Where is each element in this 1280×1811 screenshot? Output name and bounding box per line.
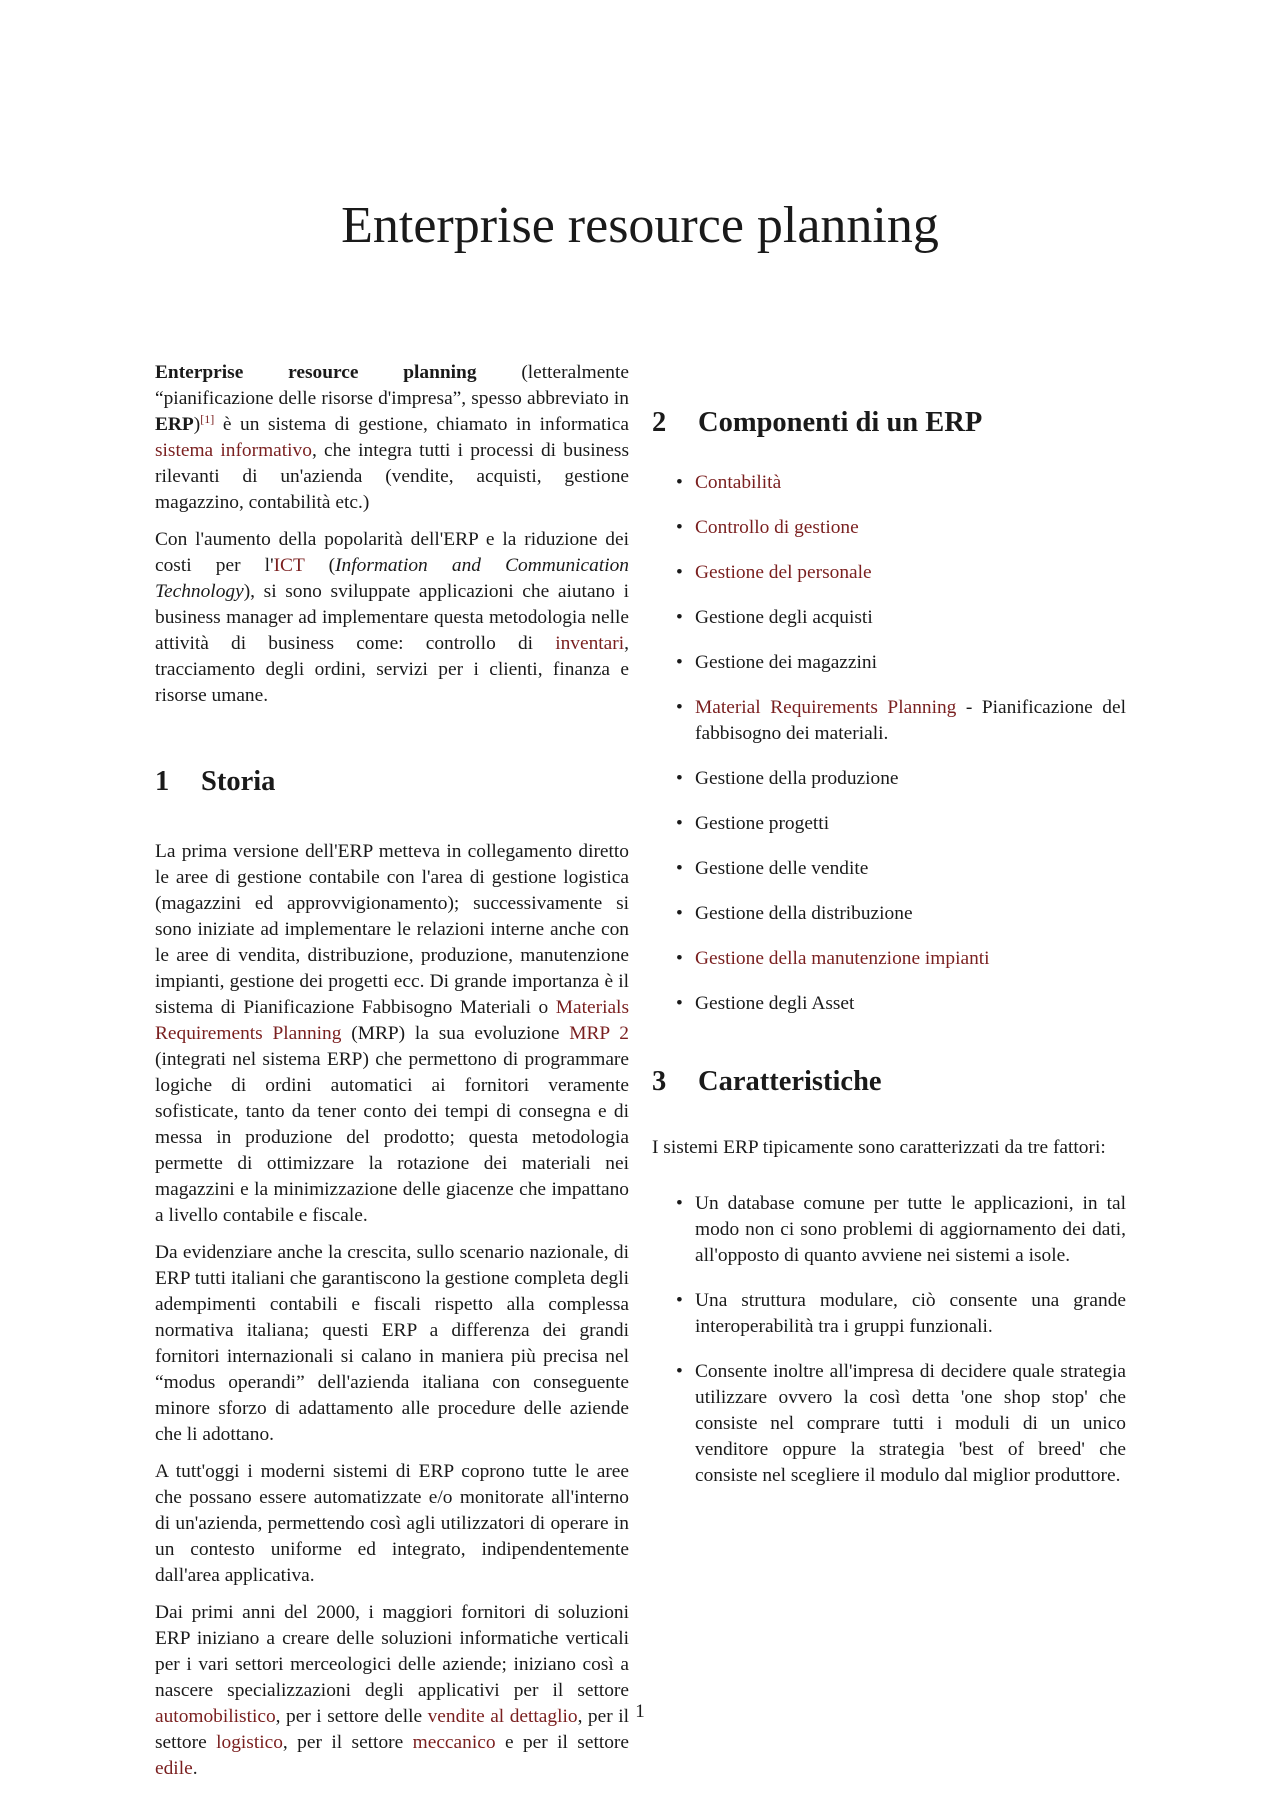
list-item-link[interactable]: Material Requirements Planning [695,697,957,718]
list-item [652,856,1126,882]
intro-paragraph-1: Enterprise resource planning (letteralmente “pianificazione delle risorse d'impresa”, spesso abbreviato in ERP)[1] è un sistema di gestione, chiamato in informatica sistema informativo, che integra tutti i processi di business rilevanti di un'azienda (vendite, acquisti, gestione magazzino, contabilità etc.) [155,362,630,513]
left-column [155,360,629,1793]
list-item [652,766,1126,792]
storia-paragraph-1: La prima versione dell'ERP metteva in collegamento diretto le aree di gestione contabile con l'area di gestione logistica (magazzini ed approvvigionamento); successivamente si sono iniziate ad implementare le relazioni interne anche con le aree di vendita, distribuzione, produzione, manutenzione impianti, gestione dei progetti ecc. Di grande importanza è il sistema di Pianificazione Fabbisogno Materiali o Materials Requirements Planning (MRP) la sua evoluzione MRP 2 (integrati nel sistema ERP) che permettono di programmare logiche di ordini automatici ai fornitori veramente sofisticate, tanto da tener conto dei tempi di consegna e di messa in produzione del prodotto; questa metodologia permette di ottimizzare la rotazione dei materiali nei magazzini e la minimizzazione delle giacenze che impattano a livello contabile e fiscale. [155,841,629,1226]
list-item [652,515,1126,541]
link-logistico[interactable]: logistico [216,1732,283,1753]
link-inventari[interactable]: inventari [555,633,625,654]
list-item-link[interactable]: Controllo di gestione [695,517,859,538]
list-item: • Consente inoltre all'impresa di decidere quale strategia utilizzare ovvero la così detta 'one shop stop' che consiste nel comprare tutti i moduli di un unico venditore oppure la strategia 'best of breed' che consiste nel scegliere il modulo dal miglior produttore. [652,1359,1126,1489]
list-item [652,946,1126,972]
link-materials-requirements-planning[interactable]: Materials Requirements Planning [155,997,629,1044]
link-ict[interactable]: ICT [273,555,305,576]
list-item: • Un database comune per tutte le applicazioni, in tal modo non ci sono problemi di aggiornamento dei dati, all'opposto di quanto avviene nei sistemi a isole. [652,1191,1126,1269]
list-item [652,901,1126,927]
list-item-link[interactable]: Contabilità [695,472,782,493]
list-item-text: Gestione degli Asset [695,993,855,1014]
link-automobilistico[interactable]: automobilistico [155,1706,276,1727]
list-item [652,650,1126,676]
features-list [652,1191,1126,1489]
link-edile[interactable]: edile [155,1758,193,1779]
list-item-link[interactable]: Gestione del personale [695,562,872,583]
list-item [652,470,1126,496]
section-heading-caratteristiche: 3 Caratteristiche [652,1066,882,1097]
list-item-text: Gestione della produzione [695,768,899,789]
intro-paragraph-2: Con l'aumento della popolarità dell'ERP e la riduzione dei costi per l'ICT (Information and Communication Technology), si sono sviluppate applicazioni che aiutano i business manager ad implementare questa metodologia nelle attività di business come: controllo di inventari, tracciamento degli ordini, servizi per i clienti, finanza e risorse umane. [155,529,629,706]
list-item [652,605,1126,631]
page-number: 1 [635,1701,645,1722]
link-mrp-2[interactable]: MRP 2 [569,1023,629,1044]
list-item [652,811,1126,837]
list-item-text: Gestione delle vendite [695,858,869,879]
page-title: Enterprise resource planning [341,197,939,254]
link-sistema-informativo[interactable]: sistema informativo [155,440,312,461]
list-item [652,560,1126,586]
storia-paragraph-4: Dai primi anni del 2000, i maggiori fornitori di soluzioni ERP iniziano a creare delle soluzioni informatiche verticali per i vari settori merceologici delle aziende; iniziano così a nascere specializzazioni degli applicativi per il settore automobilistico, per i settore delle vendite al dettaglio, per il settore logistico, per il settore meccanico e per il settore edile. [155,1602,629,1779]
abbr-bold: ERP [155,414,194,435]
list-item-text: Gestione dei magazzini [695,652,877,673]
components-list [652,470,1126,1017]
list-item-text: Gestione progetti [695,813,830,834]
list-item-text: Gestione della distribuzione [695,903,913,924]
link-vendite-al-dettaglio[interactable]: vendite al dettaglio [427,1706,578,1727]
section-heading-storia: 1 Storia [155,766,276,797]
section-heading-componenti: 2 Componenti di un ERP [652,407,983,438]
term-bold: Enterprise resource planning [155,362,477,383]
list-item-link[interactable]: Gestione della manutenzione impianti [695,948,990,969]
storia-paragraph-2: Da evidenziare anche la crescita, sullo scenario nazionale, di ERP tutti italiani che garantiscono la gestione completa degli adempimenti contabili e fiscali rispetto alla complessa normativa italiana; questi ERP a differenza dei grandi fornitori internazionali si calano in maniera più precisa nel “modus operandi” dell'azienda italiana con conseguente minore sforzo di adattamento alle procedure delle aziende che li adottano. [155,1242,629,1445]
list-item [652,695,1126,747]
list-item [652,991,1126,1017]
citation-link[interactable]: [1] [200,412,215,426]
storia-paragraph-3: A tutt'oggi i moderni sistemi di ERP coprono tutte le aree che possano essere automatizzate e/o monitorate all'interno di un'azienda, permettendo così agli utilizzatori di operare in un contesto uniforme ed integrato, indipendentemente dall'area applicativa. [155,1461,629,1586]
right-column [652,360,1126,1508]
list-item-text: - Pianificazione del fabbisogno dei materiali. [695,697,1126,744]
caratteristiche-intro: I sistemi ERP tipicamente sono caratterizzati da tre fattori: [652,1137,1106,1158]
list-item-text: Gestione degli acquisti [695,607,873,628]
link-meccanico[interactable]: meccanico [412,1732,496,1753]
ict-expansion: Information and Communication Technology [155,555,629,602]
list-item: • Una struttura modulare, ciò consente una grande interoperabilità tra i gruppi funzionali. [652,1288,1126,1340]
